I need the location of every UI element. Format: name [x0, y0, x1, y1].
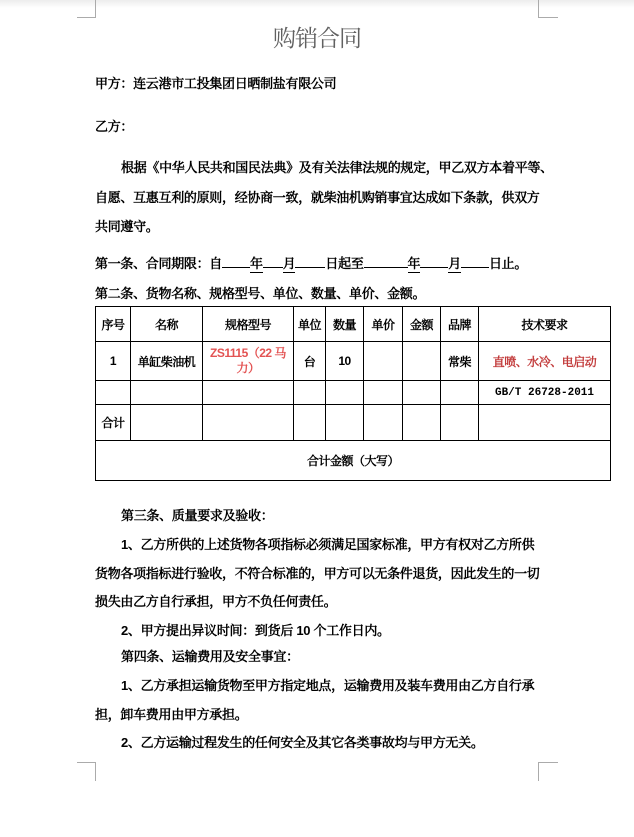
header-unit: 单位 — [294, 307, 326, 342]
table-row-grand-total — [96, 441, 611, 481]
cell-empty[interactable] — [441, 381, 479, 405]
preamble-line: 共同遵守。 — [95, 219, 159, 234]
cell-empty[interactable] — [364, 381, 403, 405]
cell-empty[interactable] — [403, 405, 441, 441]
cell-empty[interactable] — [294, 381, 326, 405]
table-row-item-1 — [96, 342, 611, 381]
cell-empty[interactable] — [364, 405, 403, 441]
table-row-standard — [96, 381, 611, 405]
fill-in-blank-end-day[interactable] — [461, 254, 489, 268]
clause-1-text: 日止。 — [488, 256, 528, 271]
year-label: 年 — [250, 256, 263, 271]
cell-brand: 常柴 — [441, 342, 479, 381]
header-spec-model: 规格型号 — [203, 307, 294, 342]
header-tech-requirements: 技术要求 — [479, 307, 611, 342]
cell-empty[interactable] — [294, 405, 326, 441]
header-brand: 品牌 — [441, 307, 479, 342]
cell-empty[interactable] — [479, 405, 611, 441]
margin-crop-mark-bottom-left — [77, 762, 96, 781]
cell-empty[interactable] — [203, 381, 294, 405]
month-label: 月 — [282, 256, 296, 271]
clause-3-heading: 第三条、质量要求及验收： — [121, 508, 274, 523]
table-row-subtotal — [96, 405, 611, 441]
cell-amount-empty[interactable] — [403, 342, 441, 381]
clause-4-line: 担，卸车费用由甲方承担。 — [95, 706, 248, 722]
cell-unit: 台 — [294, 342, 326, 381]
clause-3-line: 损失由乙方自行承担，甲方不负任何责任。 — [95, 594, 337, 610]
cell-empty[interactable] — [403, 381, 441, 405]
document-title: 购销合同 — [273, 26, 361, 51]
preamble-line: 根据《中华人民共和国民法典》及有关法律法规的规定，甲乙双方本着平等、 — [121, 160, 553, 175]
party-b-line: 乙方： — [95, 119, 134, 134]
header-quantity: 数量 — [326, 307, 364, 342]
preamble-paragraph — [95, 153, 553, 242]
margin-crop-mark-top-right — [538, 0, 558, 18]
clause-4-line: 1、乙方承担运输货物至甲方指定地点，运输费用及装车费用由乙方自行承 — [121, 677, 535, 693]
month-label: 月 — [448, 256, 461, 271]
clause-3-line: 2、甲方提出异议时间：到货后 10 个工作日内。 — [121, 623, 390, 639]
header-index: 序号 — [96, 307, 131, 342]
fill-in-blank-end-month[interactable] — [420, 254, 448, 268]
cell-national-standard: GB/T 26728-2011 — [479, 381, 611, 405]
cell-empty[interactable] — [131, 381, 203, 405]
cell-empty[interactable] — [441, 405, 479, 441]
cell-name: 单缸柴油机 — [131, 342, 203, 381]
clause-4-line: 2、乙方运输过程发生的任何安全及其它各类事故均与甲方无关。 — [121, 735, 484, 751]
clause-1-text: 日起至 — [325, 256, 364, 271]
cell-subtotal-label: 合计 — [96, 405, 131, 441]
cell-empty[interactable] — [131, 405, 203, 441]
cell-grand-total-label[interactable]: 合计金额（大写） — [96, 441, 611, 481]
fill-in-blank-end-year[interactable] — [364, 254, 408, 268]
clause-4-transport-section — [95, 643, 534, 758]
goods-table — [95, 306, 611, 481]
margin-crop-mark-bottom-right — [538, 762, 558, 781]
cell-empty[interactable] — [326, 381, 364, 405]
clause-3-quality-section — [95, 502, 540, 646]
fill-in-blank-start-year[interactable] — [222, 254, 250, 268]
fill-in-blank-start-day[interactable] — [295, 254, 325, 268]
margin-crop-mark-top-left — [77, 0, 96, 18]
clause-1-contract-term — [95, 249, 527, 279]
cell-empty[interactable] — [96, 381, 131, 405]
clause-1-text: 第一条、合同期限：自 — [95, 256, 223, 271]
cell-empty[interactable] — [203, 405, 294, 441]
clause-3-line: 1、乙方所供的上述货物各项指标必须满足国家标准，甲方有权对乙方所供 — [121, 536, 535, 552]
clause-3-line: 货物各项指标进行验收，不符合标准的，甲方可以无条件退货，因此发生的一切 — [95, 565, 540, 581]
preamble-line: 自愿、互惠互利的原则，经协商一致，就柴油机购销事宜达成如下条款，供双方 — [95, 189, 540, 205]
cell-unit-price-empty[interactable] — [364, 342, 403, 381]
year-label: 年 — [407, 256, 421, 271]
cell-empty[interactable] — [326, 405, 364, 441]
table-header-row — [96, 307, 611, 342]
cell-spec-model: ZS1115（22 马力） — [203, 342, 294, 381]
cell-tech-requirements: 直喷、水冷、电启动 — [479, 342, 611, 381]
header-unit-price: 单价 — [364, 307, 403, 342]
clause-4-heading: 第四条、运输费用及安全事宜： — [121, 649, 299, 664]
clause-2-goods-line: 第二条、货物名称、规格型号、单位、数量、单价、金额。 — [95, 286, 426, 301]
fill-in-blank-start-month[interactable] — [263, 254, 283, 268]
party-a-line: 甲方：连云港市工投集团日晒制盐有限公司 — [95, 76, 337, 91]
header-amount: 金额 — [403, 307, 441, 342]
header-name: 名称 — [131, 307, 203, 342]
cell-index: 1 — [96, 342, 131, 381]
cell-quantity: 10 — [326, 342, 364, 381]
